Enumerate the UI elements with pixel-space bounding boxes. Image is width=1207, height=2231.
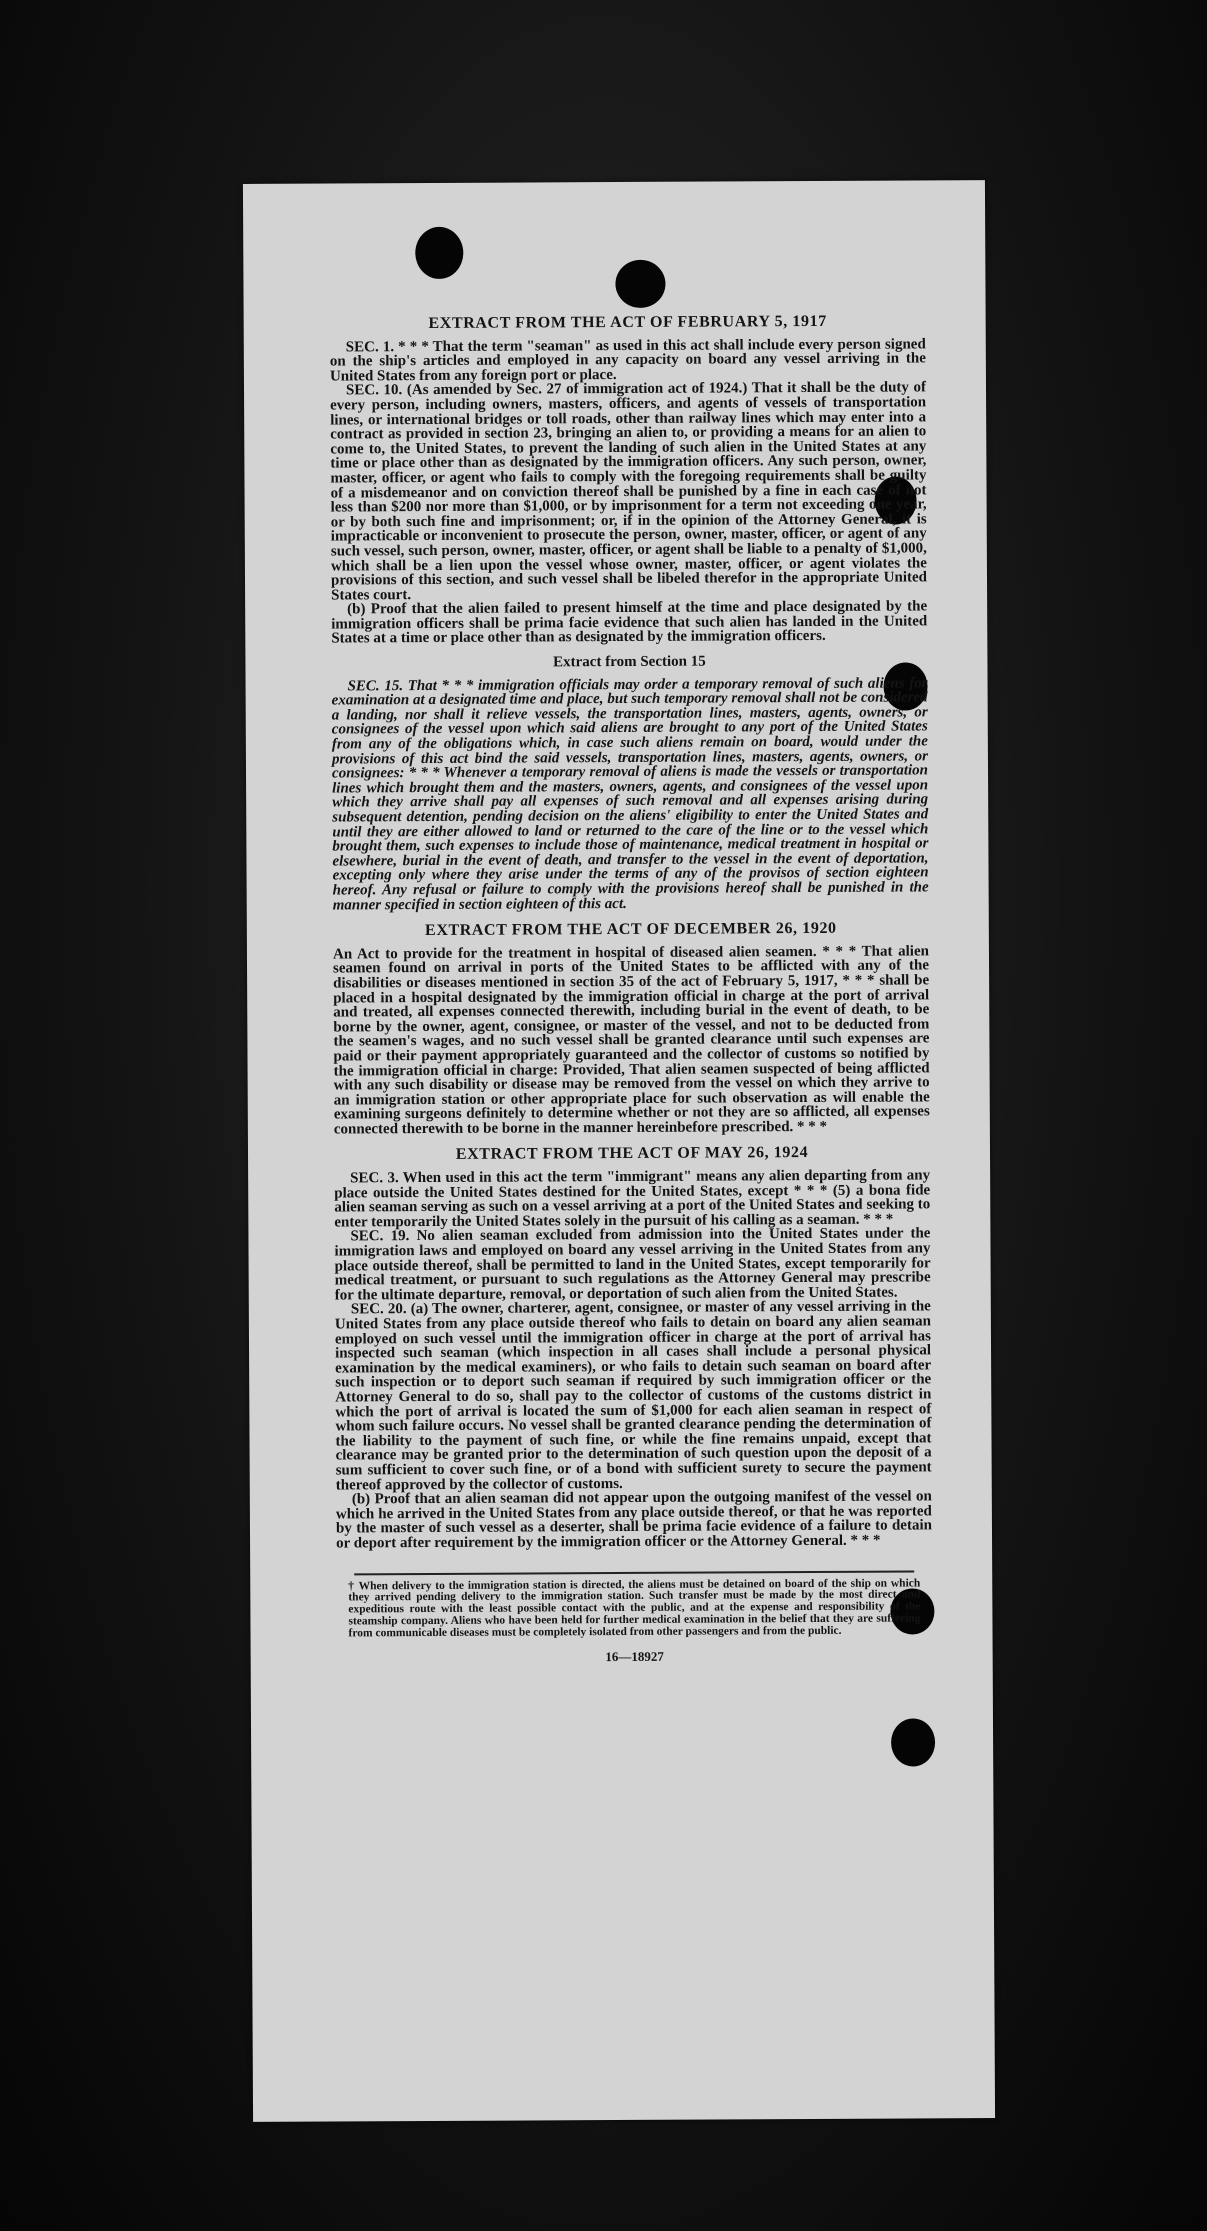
- paragraph: (b) Proof that an alien seaman did not appear upon the outgoing manifest of the vessel on which he arrived in the United States from any place outside thereof, or that he was reported by the master of such vessel as a deserter, shall be prima facie evidence of a failure to detain or deport after requirement by the immigration officer or the Attorney General. * * *: [335, 1488, 933, 1552]
- footnote-divider: [354, 1570, 914, 1575]
- form-number: 16—18927: [605, 1649, 664, 1665]
- footnote: † When delivery to the immigration station is directed, the aliens must be detained on board of the ship on which they arrived pending delivery to the immigration station. Such transfer must be made by the most direct and expeditious route with the least possible contact with the public, and at the expense and responsibility of the steamship company. Aliens who have been held for further medical examination in the belief that they are suffering from communicable diseases must be completely isolated from other passengers and from the public.: [348, 1576, 921, 1640]
- paragraph: SEC. 1. * * * That the term "seaman" as used in this act shall include every person signed on the ship's articles and employed in any capacity on board any vessel arriving in the United States from any foreign port or place.: [329, 335, 926, 385]
- punch-hole: [415, 227, 463, 279]
- punch-hole: [615, 260, 665, 308]
- paragraph: SEC. 20. (a) The owner, charterer, agent, consignee, or master of any vessel arriving in the United States from any place outside thereof who fails to detain on board any alien seaman employed on such vessel until the immigration officer in charge at the port of arrival has inspected such seaman (which inspection in all cases shall include a personal physical examination by the medical examiners), or who fails to detain such seaman on board after such inspection or to deport such seaman if required by such immigration officer or the Attorney General to do so, shall pay to the collector of customs of the customs district in which the port of arrival is located the sum of $1,000 for each alien seaman in respect of whom such failure occurs. No vessel shall be granted clearance pending the determination of the liability to the payment of such fine, or while the fine remains unpaid, except that clearance may be granted prior to the determination of such question upon the deposit of a sum sufficient to cover such fine, or of a bond with sufficient surety to secure the payment thereof approved by the collector of customs.: [334, 1298, 932, 1494]
- section-subtitle: Extract from Section 15: [553, 653, 706, 671]
- paragraph: An Act to provide for the treatment in hospital of diseased alien seamen. * * * That alien seamen found on arrival in ports of the United States to be afflicted with any of the disabilities or diseases mentioned in section 35 of the act of February 5, 1917, * * * shall be placed in a hospital designated by the immigration official in charge at the port of arrival and treated, all expenses connected therewith, including burial in the event of death, to be borne by the owner, agent, consignee, or master of the vessel, and not to be deducted from the seamen's wages, and no such vessel shall be granted clearance until such expenses are paid or their payment appropriately guaranteed and the collector of customs so notified by the immigration official in charge: Provided, That alien seamen suspected of being afflicted with any such disability or disease may be removed from the vessel on which they arrive to an immigration station or other appropriate place for such observation as will enable the examining surgeons definitely to determine whether or not they are so afflicted, all expenses connected therewith to be borne in the manner hereinbefore prescribed. * * *: [332, 943, 930, 1138]
- section-title: EXTRACT FROM THE ACT OF FEBRUARY 5, 1917: [428, 312, 827, 332]
- paragraph: SEC. 3. When used in this act the term "immigrant" means any alien departing from any place outside the United States destined for the United States, except * * * (5) a bona fide alien seaman serving as such on a vessel arriving at a port of the United States and seeking to enter temporarily the United States solely in the pursuit of his calling as a seaman. * * *: [334, 1167, 931, 1231]
- document-content: [330, 314, 933, 1666]
- document-page: [243, 180, 995, 2122]
- paragraph: SEC. 19. No alien seaman excluded from admission into the United States under the immigration laws and employed on board any vessel arriving in the United States from any place outside thereof, shall be permitted to land in the United States, except temporarily for medical treatment, or pursuant to such regulations as the Attorney General may prescribe for the ultimate departure, removal, or deportation of such alien from the United States.: [334, 1225, 931, 1304]
- paragraph: SEC. 10. (As amended by Sec. 27 of immigration act of 1924.) That it shall be the duty of every person, including owners, masters, officers, and agents of vessels of transportation lines, or international bridges or toll roads, other than railway lines which may enter into a contract as provided in section 23, bringing an alien to, or providing a means for an alien to come to, the United States, to prevent the landing of such alien in the United States at any time or place other than as designated by the immigration officers. Any such person, owner, master, officer, or agent who fails to comply with the foregoing requirements shall be guilty of a misdemeanor and on conviction thereof shall be punished by a fine in each case of not less than $200 nor more than $1,000, or by imprisonment for a term not exceeding one year, or by both such fine and imprisonment; or, if in the opinion of the Attorney General, it is impracticable or inconvenient to prosecute the person, owner, master, officer, or agent of any such vessel, such person, owner, master, officer, or agent shall be liable to a penalty of $1,000, which shall be a lien upon the vessel whose owner, master, officer, or agent violates the provisions of this section, and such vessel shall be libeled therefor in the appropriate United States court.: [330, 379, 928, 604]
- section-title: EXTRACT FROM THE ACT OF DECEMBER 26, 1920: [424, 920, 837, 940]
- section-title: EXTRACT FROM THE ACT OF MAY 26, 1924: [455, 1144, 809, 1164]
- punch-hole: [891, 1718, 935, 1766]
- paragraph: SEC. 15. That * * * immigration officials may order a temporary removal of such aliens for examination at a designated time and place, but such temporary removal shall not be considered a landing, nor shall it relieve vessels, the transportation lines, masters, agents, owners, or consignees of the vessel upon which said aliens are brought to any port of the United States from any of the obligations which, in case such aliens remain on board, would under the provisions of this act bind the said vessels, transportation lines, masters, agents, owners, or consignees: * * * Whenever a temporary removal of aliens is made the vessels or transportation lines which brought them and the masters, owners, agents, and consignees of the vessel upon which they arrive shall pay all expenses of such removal and all expenses arising during subsequent detention, pending decision on the aliens' eligibility to enter the United States and until they are either allowed to land or returned to the care of the line or to the vessel which brought them, such expenses to include those of maintenance, medical treatment in hospital or elsewhere, burial in the event of death, and transfer to the vessel in the event of deportation, excepting only where they arise under the terms of any of the provisos of section eighteen hereof. Any refusal or failure to comply with the provisions hereof shall be punished in the manner specified in section eighteen of this act.: [331, 675, 929, 914]
- paragraph: (b) Proof that the alien failed to present himself at the time and place designated by the immigration officers shall be prima facie evidence that such alien has landed in the United States at a time or place other than as designated by the immigration officers.: [331, 598, 928, 647]
